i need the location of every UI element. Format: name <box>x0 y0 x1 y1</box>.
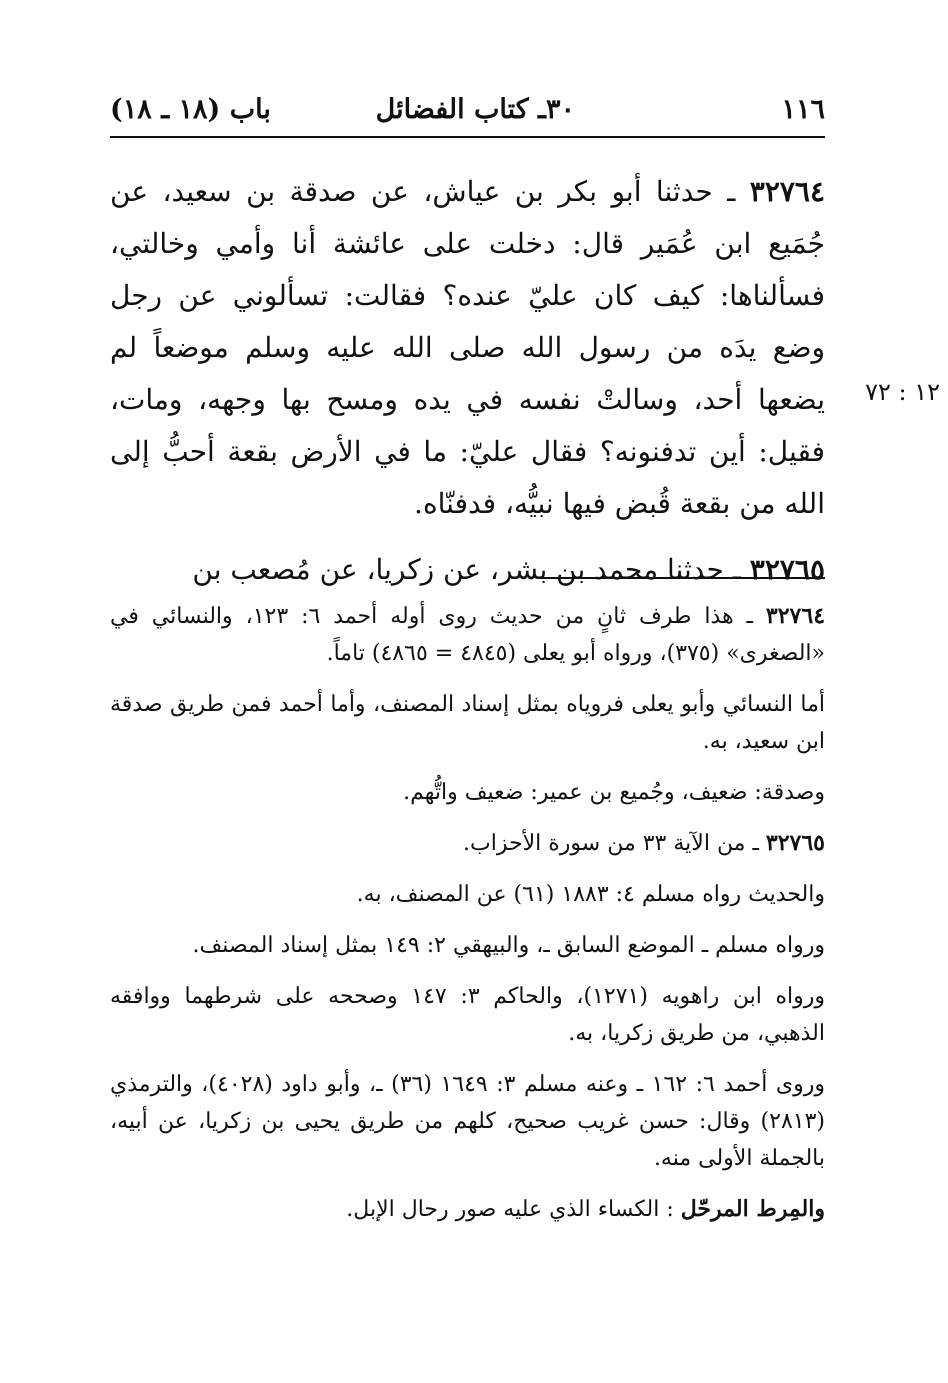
hadith-text: ـ حدثنا محمد بن بشر، عن زكريا، عن مُصعب بن <box>192 553 750 586</box>
footnote-text: والحديث رواه مسلم ٤: ١٨٨٣ (٦١) عن المصنف، به. <box>356 882 825 907</box>
hadith-text: ـ حدثنا أبو بكر بن عياش، عن صدقة بن سعيد، عن جُمَيع ابن عُمَير قال: دخلت على عائشة أنا وأمي وخالتي، فسألناها: كيف كان عليّ عنده؟ فقالت: تسألوني عن رجل وضع يدَه من رسول الله صلى الله عليه وسلم موضعاً لم يضعها أحد، وسالتْ نفسه في يده ومسح بها وجهه، ومات، فقيل: أين تدفنونه؟ فقال عليّ: ما في الأرض بقعة أحبُّ إلى الله من بقعة قُبض فيها نبيُّه، فدفنّاه. <box>110 175 826 520</box>
hadith-paragraph <box>110 166 825 530</box>
chapter-heading: باب (١٨ ـ ١٨) <box>110 94 271 125</box>
footnote-paragraph <box>110 1066 825 1177</box>
hadith-number: ٣٢٧٦٤ <box>749 175 825 208</box>
gloss-paragraph <box>110 1191 825 1228</box>
footnote-paragraph <box>110 825 825 862</box>
footnote-paragraph <box>110 978 825 1052</box>
book-title: ٣٠ـ كتاب الفضائل <box>375 94 575 125</box>
header-divider <box>110 136 825 138</box>
footnote-paragraph <box>110 598 825 672</box>
footnote-number: ٣٢٧٦٥ <box>765 830 825 856</box>
footnote-text: ـ من الآية ٣٣ من سورة الأحزاب. <box>463 831 766 856</box>
footnote-text: وصدقة: ضعيف، وجُميع بن عمير: ضعيف واتُّهم. <box>403 780 825 805</box>
gloss-term: والمِرط المرحّل <box>680 1196 825 1222</box>
hadith-paragraph <box>110 544 825 596</box>
footnote-paragraph <box>110 774 825 811</box>
footnote-text: وروى أحمد ٦: ١٦٢ ـ وعنه مسلم ٣: ١٦٤٩ (٣٦) ـ، وأبو داود (٤٠٢٨)، والترمذي (٢٨١٣) وقال: حسن غريب صحيح، كلهم من طريق يحيى بن زكريا، عن أبيه، بالجملة الأولى منه. <box>110 1072 826 1171</box>
hadith-number: ٣٢٧٦٥ <box>749 553 825 586</box>
footnote-number: ٣٢٧٦٤ <box>765 603 826 629</box>
footnote-text: أما النسائي وأبو يعلى فروياه بمثل إسناد المصنف، وأما أحمد فمن طريق صدقة ابن سعيد، به. <box>110 692 825 754</box>
page-header <box>110 92 825 136</box>
footnote-paragraph <box>110 686 825 760</box>
footnote-paragraph <box>110 876 825 913</box>
gloss-text: : الكساء الذي عليه صور رحال الإبل. <box>346 1197 681 1222</box>
page-number: ١١٦ <box>781 94 825 125</box>
margin-reference: ١٢ : ٧٢ <box>865 378 940 406</box>
footnote-paragraph <box>110 927 825 964</box>
footnotes <box>110 598 825 1242</box>
footnote-divider <box>541 577 825 579</box>
footnote-text: ـ هذا طرف ثانٍ من حديث روى أوله أحمد ٦: ١٢٣، والنسائي في «الصغرى» (٣٧٥)، ورواه أبو يعلى (٤٨٤٥ = ٤٨٦٥) تاماً. <box>110 604 825 666</box>
main-text <box>110 166 825 596</box>
footnote-text: ورواه مسلم ـ الموضع السابق ـ، والبيهقي ٢: ١٤٩ بمثل إسناد المصنف. <box>192 933 825 958</box>
footnote-text: ورواه ابن راهويه (١٢٧١)، والحاكم ٣: ١٤٧ وصححه على شرطهما ووافقه الذهبي، من طريق زكريا، به. <box>110 984 826 1046</box>
